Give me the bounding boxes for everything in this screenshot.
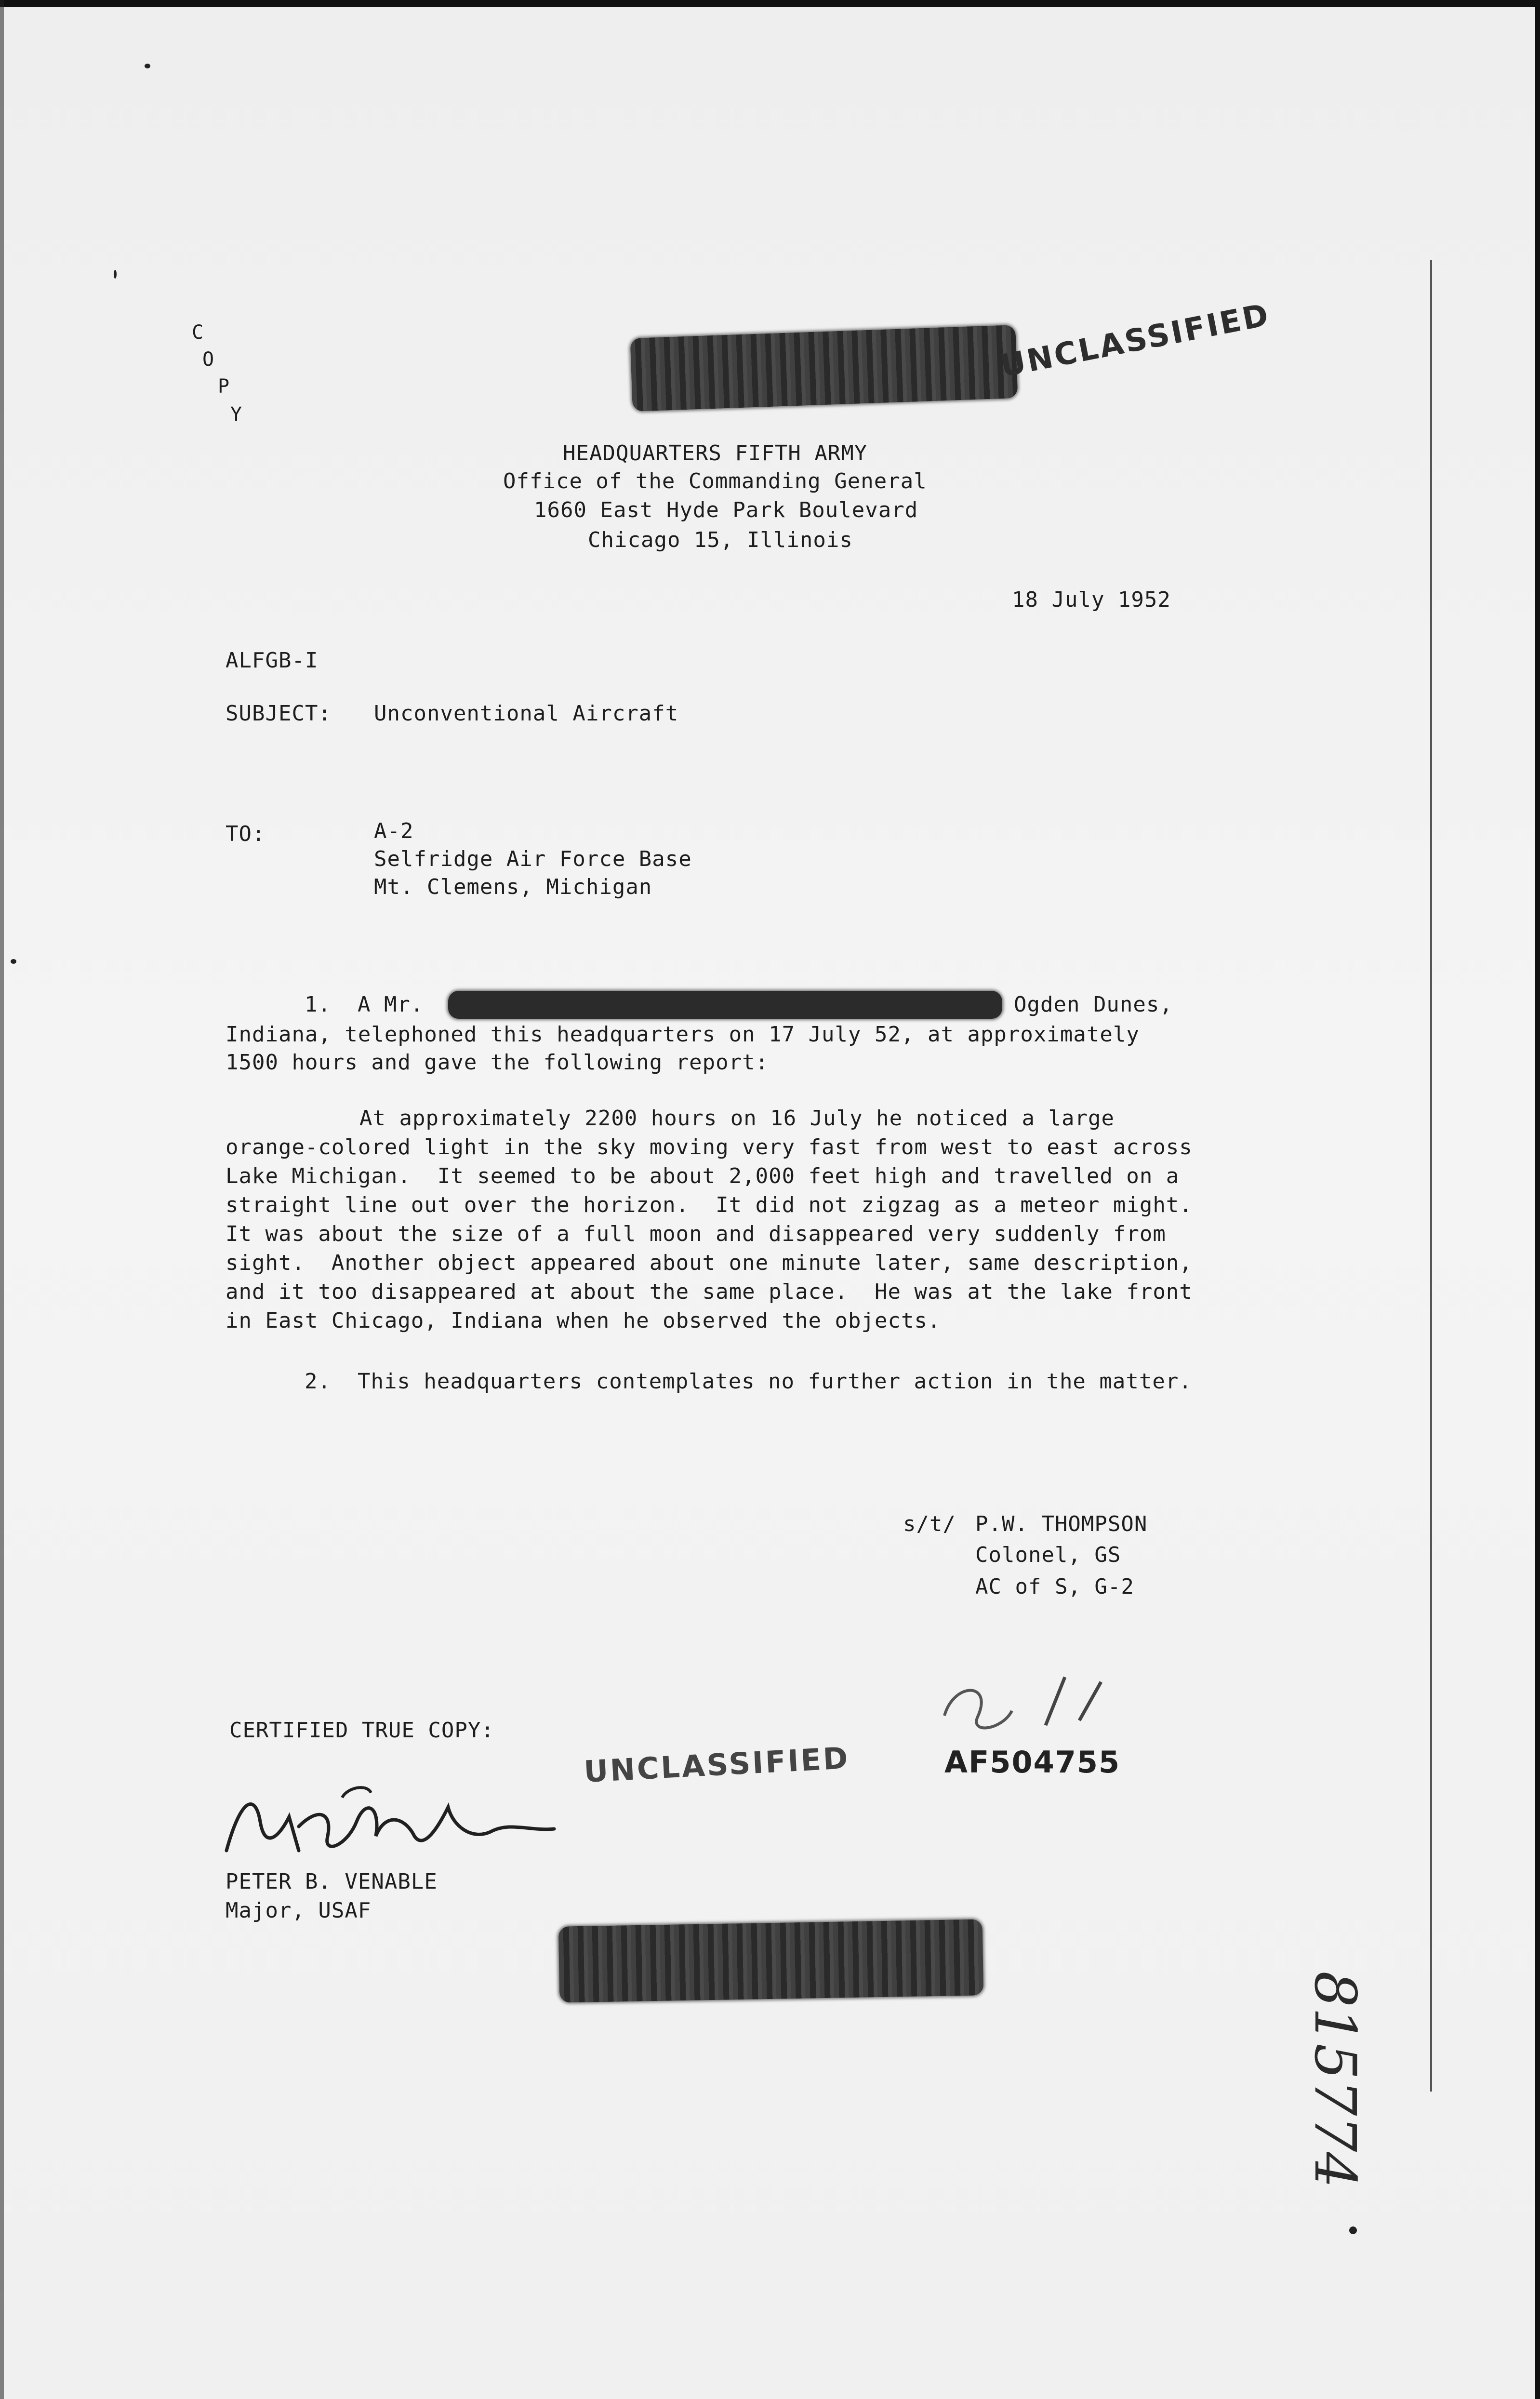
film-edge-right <box>1535 0 1540 2399</box>
scan-speck <box>1349 2226 1357 2234</box>
to-line: Mt. Clemens, Michigan <box>374 875 652 899</box>
sig-rank: Colonel, GS <box>975 1543 1121 1567</box>
copy-mark-o: O <box>202 348 214 371</box>
para1-line2: Indiana, telephoned this headquarters on 17 July 52, at approximately <box>226 1022 1140 1047</box>
report-line: sight. Another object appeared about one minute later, same description, <box>226 1251 1193 1275</box>
report-line: It was about the size of a full moon and disappeared very suddenly from <box>226 1222 1166 1246</box>
redaction-name <box>448 991 1002 1019</box>
certified-label: CERTIFIED TRUE COPY: <box>229 1718 494 1743</box>
letterhead-city: Chicago 15, Illinois <box>588 528 853 552</box>
copy-mark-y: Y <box>230 403 242 426</box>
handwritten-initials <box>935 1663 1137 1745</box>
report-line: orange-colored light in the sky moving very fast from west to east across <box>226 1135 1193 1160</box>
side-handwritten-number: 815774 <box>1302 1971 1368 2188</box>
to-line: Selfridge Air Force Base <box>374 847 692 871</box>
unclassified-stamp-bottom: UNCLASSIFIED <box>583 1740 851 1789</box>
certifier-rank: Major, USAF <box>226 1898 372 1923</box>
subject-label: SUBJECT: <box>226 701 332 726</box>
sig-prefix: s/t/ <box>903 1512 956 1536</box>
letterhead-street: 1660 East Hyde Park Boulevard <box>534 498 918 522</box>
para1-lead: 1. A Mr. <box>305 992 424 1017</box>
report-line: At approximately 2200 hours on 16 July he noticed a large <box>359 1106 1115 1131</box>
fold-line <box>1430 260 1432 2092</box>
para1-line3: 1500 hours and gave the following report: <box>226 1050 769 1075</box>
report-line: straight line out over the horizon. It did not zigzag as a meteor might. <box>226 1193 1193 1217</box>
scan-speck <box>145 64 150 68</box>
certifier-name: PETER B. VENABLE <box>226 1869 438 1894</box>
report-line: and it too disappeared at about the same place. He was at the lake front <box>226 1279 1193 1304</box>
para2: 2. This headquarters contemplates no further action in the matter. <box>305 1369 1192 1394</box>
letterhead-office: Office of the Commanding General <box>503 469 927 493</box>
redaction-top <box>630 325 1018 412</box>
film-edge-top <box>0 0 1540 7</box>
report-line: in East Chicago, Indiana when he observed the objects. <box>226 1308 941 1333</box>
to-line: A-2 <box>374 819 414 843</box>
file-code: ALFGB-I <box>226 648 319 673</box>
para1-location: Ogden Dunes, <box>1014 992 1173 1017</box>
sig-name: P.W. THOMPSON <box>975 1512 1148 1536</box>
scan-speck <box>114 270 117 279</box>
redaction-bottom <box>558 1919 984 2002</box>
scan-speck <box>11 959 16 964</box>
af-number: AF504755 <box>944 1745 1121 1780</box>
document-date: 18 July 1952 <box>1012 587 1171 612</box>
report-line: Lake Michigan. It seemed to be about 2,000 feet high and travelled on a <box>226 1164 1180 1188</box>
film-edge-left <box>0 0 4 2399</box>
sig-title: AC of S, G-2 <box>975 1574 1134 1599</box>
copy-mark-c: C <box>192 321 204 344</box>
handwritten-signature <box>222 1778 559 1865</box>
to-label: TO: <box>226 822 266 846</box>
copy-mark-p: P <box>218 375 230 398</box>
letterhead-org: HEADQUARTERS FIFTH ARMY <box>563 441 868 466</box>
subject-text: Unconventional Aircraft <box>374 701 679 726</box>
unclassified-stamp-top: UNCLASSIFIED <box>997 297 1273 385</box>
